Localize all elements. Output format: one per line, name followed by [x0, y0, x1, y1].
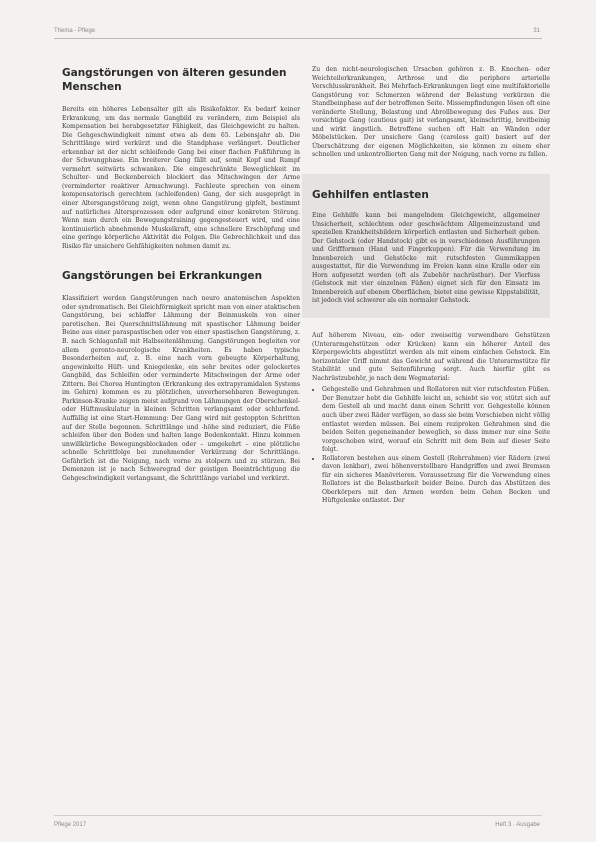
box-heading: Gehhilfen entlasten	[312, 189, 429, 202]
header-rule	[54, 38, 542, 39]
info-box-walking-aids	[302, 174, 550, 318]
footer-right: Heft 3 · Ausgabe	[495, 822, 540, 828]
page-number: 31	[533, 28, 540, 34]
footer-rule	[54, 815, 542, 816]
right-column	[312, 66, 550, 506]
paragraph-crutches: Auf höherem Niveau, ein- oder zweiseitig verwendbare Gehstützen (Unterarmgehstützen oder Krücken) kann ein höherer Anteil des Körpergewichts abgestützt werden als mit einem einfachen Gehstock. Ein horizontaler Griff nimmt das Gewicht auf während die Unterarmstütze für Stabilität und gute Seitenführung sorgt. Auch hierfür gibt es Nachrüstzubehör, je nach dem Wegmaterial:	[312, 332, 550, 382]
section-heading-healthy-elderly: Gangstörungen von älteren gesunden Menschen	[62, 67, 287, 93]
list-item: • Gehgestelle und Gehrahmen und Rollatoren mit vier rutschfesten Füßen. Der Benutzer hebt die Gehhilfe leicht an, schiebt sie vor, stützt sich auf dem Gestell ab und macht dann einen Schritt vor. Gehgestelle können auch über zwei Räder verfügen, so dass sie beim Vorschieben nicht völlig entlastet werden müssen. Bei einem reziproken Gehrahmen sind die beiden Seiten gegeneinander beweglich, so dass immer nur eine Seite vorgeschoben wird, worauf ein Schritt mit dem Bein auf dieser Seite folgt.	[322, 386, 550, 454]
paragraph-illness: Klassifiziert werden Gangstörungen nach neuro anatomischen Aspekten oder syndromatisch. Bei Gleichförmigkeit spricht man von einer ataktischen Gangstörung, bei schlaffer Lähmung der Beinmuskeln von einer paretischen. Bei Querschnittslähmung mit spastischer Lähmung beider Beine aus einer paraspastischen oder von einer spastischen Gangstörung, z. B. nach Schlaganfall mit Halbseitenlähmung. Gangstörungen begleiten vor allem geronto-neurologische Krankheiten. Es haben typische Besonderheiten auf, z. B. eine nach vorn gebeugte Körperhaltung, angewinkelte Hüft- und Kniegelenke, ein sehr breites oder gelockertes Gangbild, das Schleifen oder verminderte Mitschwingen der Arme oder Zittern. Bei Chorea Huntington (Erkrankung des extrapyramidalen Systems im Gehirn) kommen es zu plötzlichen, unvorhersehbaren Bewegungen. Parkinson-Kranke zeigen meist aufgrund von Lähmungen der Oberschenkel- oder Hüftmuskulatur in kleinen Schritten verlangsamt oder schlurfend. Auffällig ist eine Start-Hemmung: Der Gang wird mit gestoppten Schritten auf der Stelle begonnen. Schrittlänge und -höhe sind reduziert, die Füße schleifen über den Boden und halten lange Bodenkontakt. Hinzu kommen unwillkürliche Bewegungsblockaden oder – umgekehrt – eine plötzliche schnelle Schrittfolge bei zunehmender Verkürzung der Schrittlänge. Gefährlich ist die Neigung, nach vorne zu stolpern und zu stürzen. Bei Demenzen ist je nach Schweregrad der geistigen Beeinträchtigung die Gehgeschwindigkeit verlangsamt, die Schrittlänge variabel und verkürzt.	[62, 295, 300, 482]
footer-left: Pflege 2017	[54, 822, 87, 828]
paragraph-healthy-elderly: Bereits ein höheres Lebensalter gilt als Risikofaktor. Es bedarf keiner Erkrankung, um das normale Gangbild zu verändern, zum Beispiel als Kompensation bei herabgesetzter Fähigkeit, das Gleichgewicht zu halten. Die Gehgeschwindigkeit nimmt etwa ab dem 65. Lebensjahr ab. Die Schrittlänge wird verkürzt und die Standphase verlängert. Deutlicher erkennbar ist der nicht schleifende Gang bei einer flachen Fußführung in der Schwungphase. Ein breiterer Gang fällt auf, somit Kopf und Rumpf vermehrt seitwärts schwanken. Die eingeschränkte Beweglichkeit im Schulter- und Beckenbereich blockiert das Mitschwingen der Arme (verminderter reaktiver Armschwung). Fachleute sprechen von einem kompensatorisch gerechtem (schleifenden) Gang, der sich ausgeprägt in einer Altersgangstörung zeigt, wenn ohne Gangstörung gipfelt, bestimmt auf natürliches Altersprozessen oder aufgrund einer konkreten Störung. Wenn man durch ein Bewegungstraining gegengesteuert wird, und eine kontinuierlich abnehmende Muskelkraft, eine schnellere Erschöpfung und eine geringe körperliche Aktivität die Folgen. Die Gebrechlichkeit und das Risiko für unsichere Gehfähigkeiten nehmen damit zu.	[62, 106, 300, 250]
list-item: • Rollatoren bestehen aus einem Gestell (Rohrrahmen) vier Rädern (zwei davon lenkbar), zwei höhenverstellbare Handgriffen und zwei Bremsen für ein sicheres Manövrieren. Voraussetzung für die Verwendung eines Rollators ist die Belastbarkeit beider Beine. Durch das Abstützen des Oberkörpers mit den Armen werden beim Gehen Becken und Hüftgelenke entlastet. Der	[322, 455, 550, 506]
left-column	[62, 66, 300, 483]
section-heading-illness: Gangstörungen bei Erkrankungen	[62, 270, 263, 283]
walking-aid-list	[312, 386, 550, 506]
paragraph-non-neurological: Zu den nicht-neurologischen Ursachen gehören z. B. Knochen- oder Weichteilerkrankungen, Arthrose und die periphere arterielle Verschlusskrankheit. Bei Mehrfach-Erkrankungen liegt eine multifaktorielle Gangstörung vor. Schmerzen während der Belastung verkürzen die Standbeinphase auf der betroffenen Seite. Missempfindungen lösen oft eine veränderte Stellung, Belastung und Abrollbewegung des Fußes aus. Der vorsichtige Gang (cautious gait) ist verlangsamt, kleinschrittig, breitbeinig und wirkt ängstlich. Betroffene suchen oft Halt an Wänden oder Möbelstücken. Der unsichere Gang (careless gait) basiert auf der Überschätzung der eigenen Möglichkeiten, sie können zu einem eher schnellen und unkontrollierten Gang mit der Neigung, nach vorne zu fallen.	[312, 66, 550, 159]
running-header-left: Thema - Pflege	[54, 28, 96, 34]
box-paragraph: Eine Gehhilfe kann bei mangelndem Gleichgewicht, allgemeiner Unsicherheit, schlechtem oder geschwächtem Allgemeinzustand und speziellen Krankheitsbildern körperlich entlasten und Sicherheit geben. Der Gehstock (oder Handstock) gibt es in verschiedenen Ausführungen und Griffformen (Hand und Fingerkuppen). Für die Verwendung im Innenbereich und Gehstöcke mit rutschfesten Gummikappen ausgestattet, für die Verwendung im Freien kann eine Kralle oder ein Horn aufgesetzt werden (oft als Zubehör nachrüstbar). Der Vierfuss (Gehstock mit vier einzelnen Füßen) eignet sich für den Einsatz im Innenbereich auf ebenen Oberflächen, bietet eine gewisse Kippstabilität, ist jedoch viel schwerer als ein normaler Gehstock.	[312, 212, 540, 305]
